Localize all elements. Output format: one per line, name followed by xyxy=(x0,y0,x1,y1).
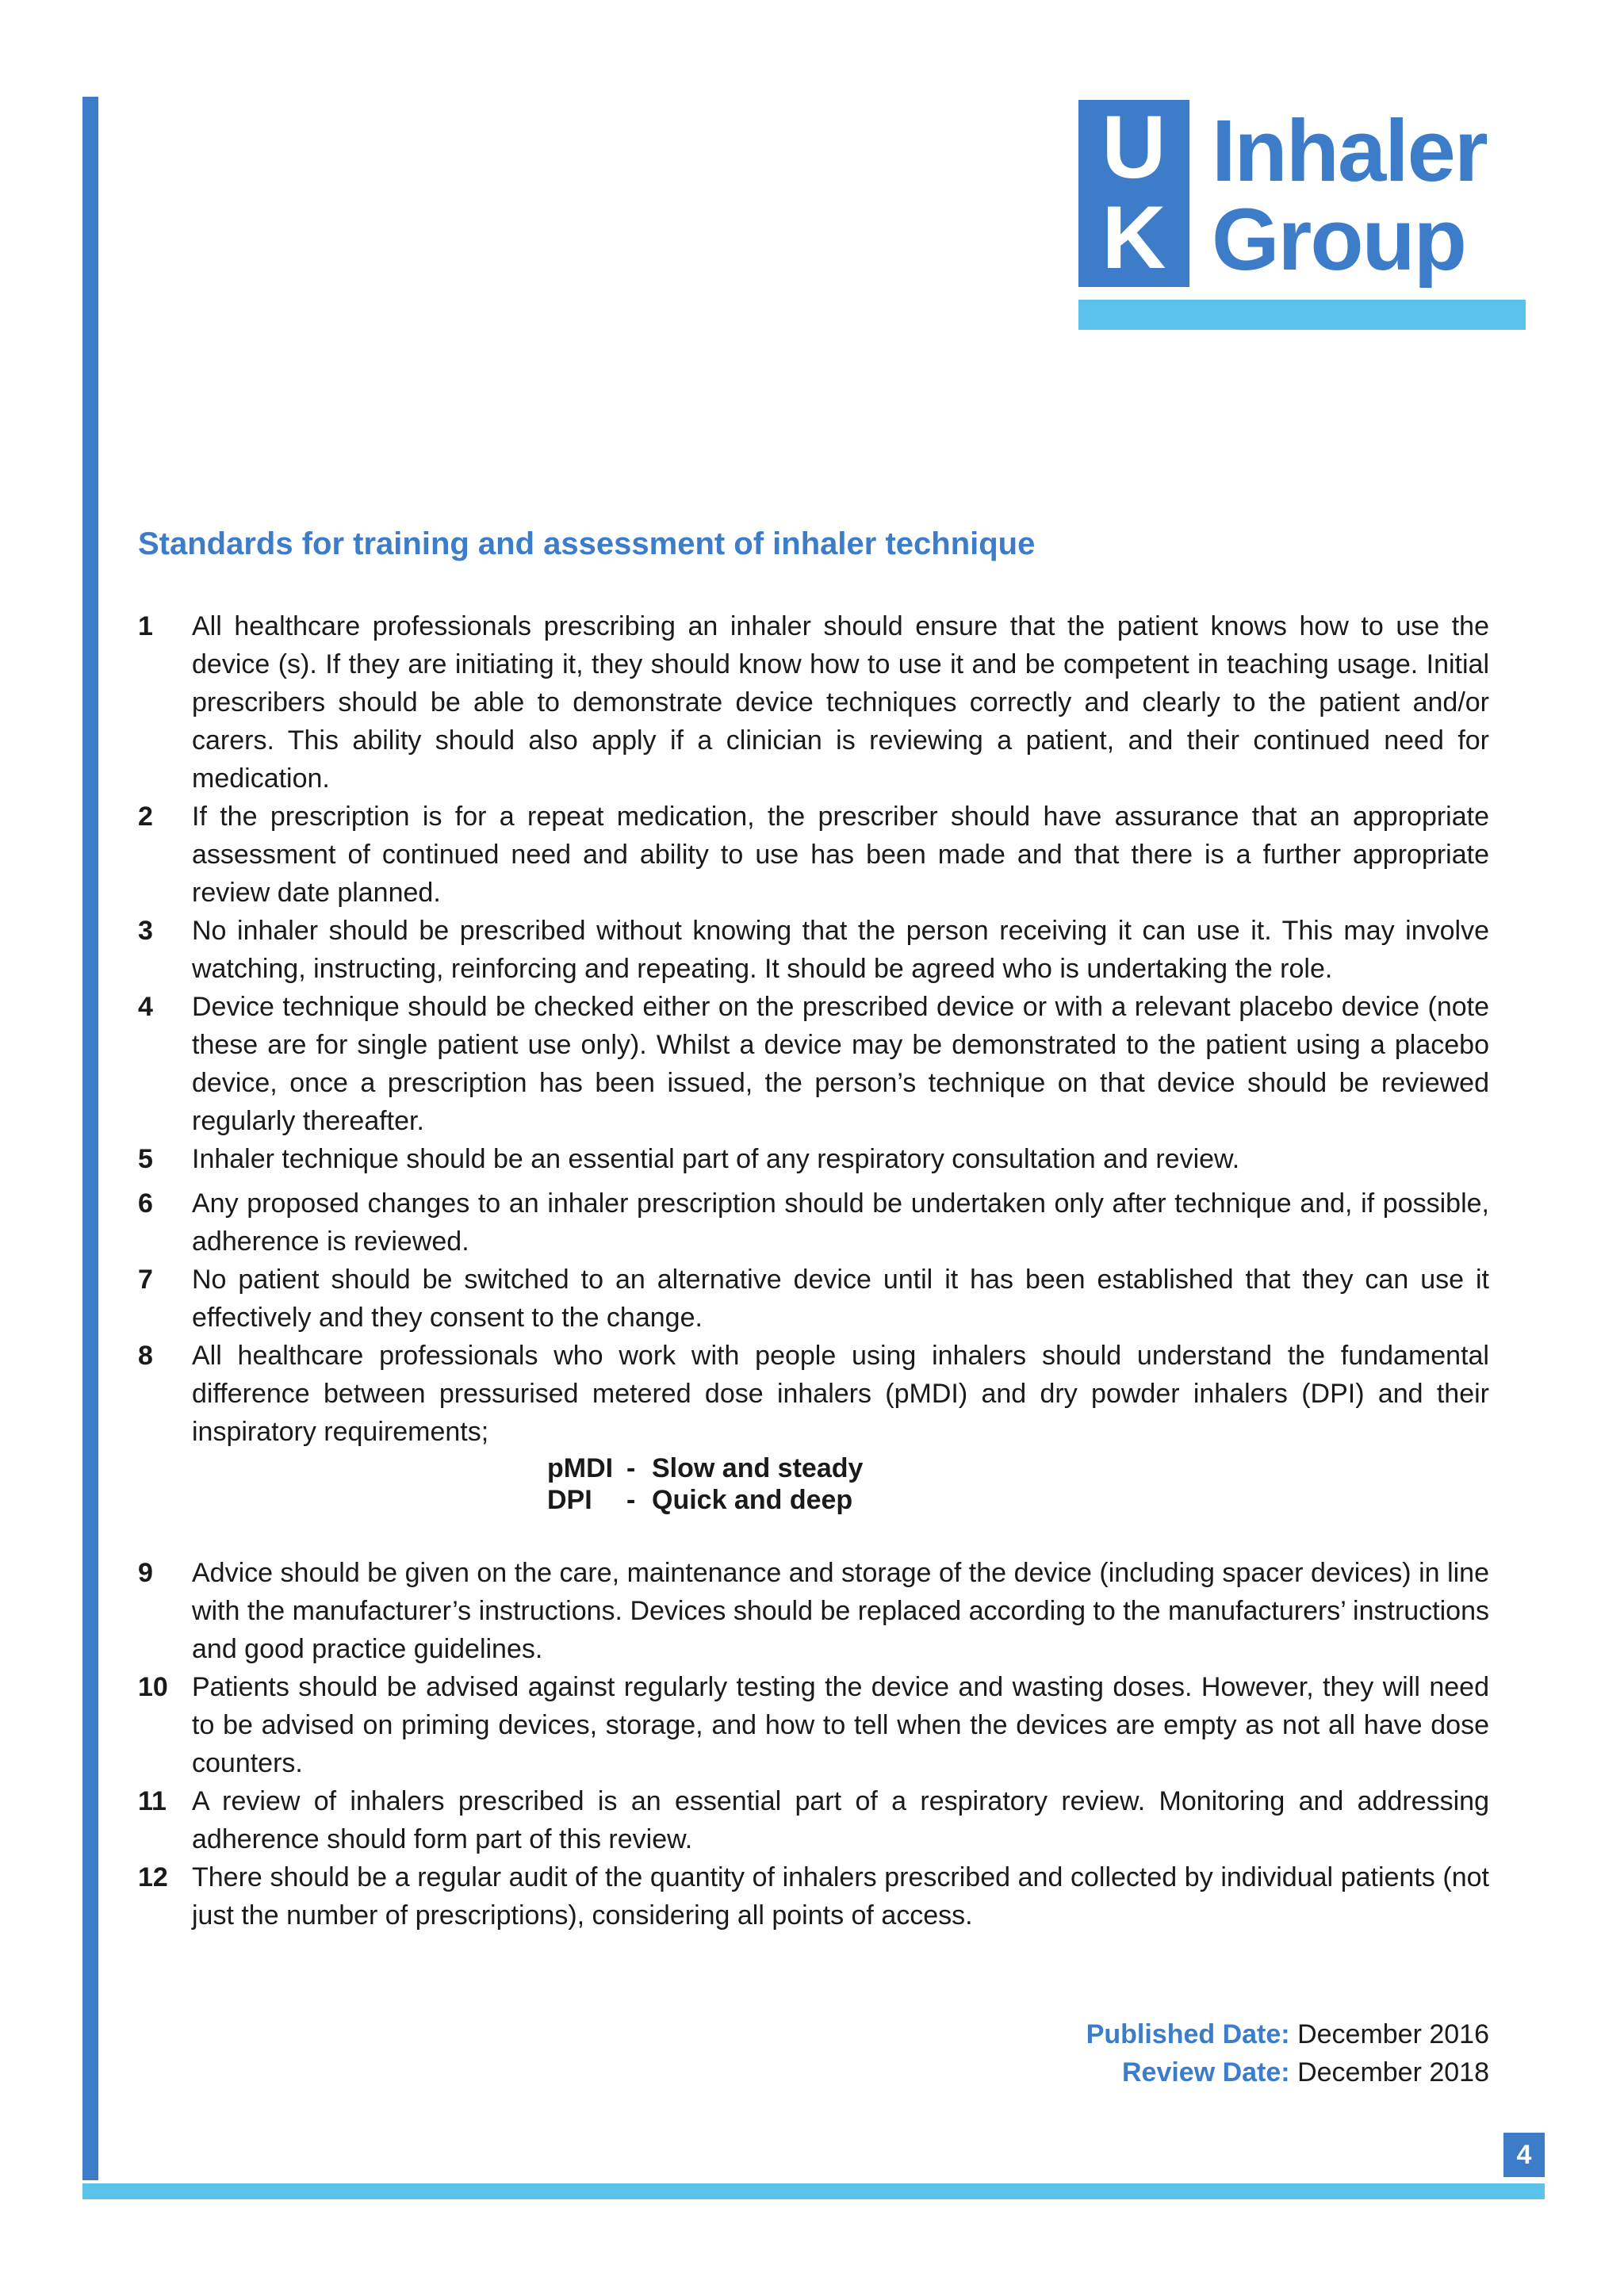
item-number: 4 xyxy=(138,992,153,1022)
item-text: All healthcare professionals who work with people using inhalers should understand the fundamental difference between pressurised metered dose inhalers (pMDI) and dry powder inhalers (DPI) and their inspiratory requirements; xyxy=(192,1341,1489,1447)
device-type-desc: Quick and deep xyxy=(652,1485,853,1515)
review-date-value: December 2018 xyxy=(1297,2057,1489,2087)
page-number: 4 xyxy=(1503,2133,1545,2177)
logo-box xyxy=(1078,100,1189,287)
logo-letter-u: U xyxy=(1101,98,1166,197)
item-text: Inhaler technique should be an essential part of any respiratory consultation and review. xyxy=(192,1144,1240,1174)
logo-stripe xyxy=(1078,300,1526,330)
item-text: Any proposed changes to an inhaler prescription should be undertaken only after technique and, if possible, adherence is reviewed. xyxy=(192,1188,1489,1257)
published-date-row xyxy=(1086,2015,1489,2053)
standard-item-7 xyxy=(138,1261,1489,1337)
standard-item-10 xyxy=(138,1668,1489,1782)
logo-word-group: Group xyxy=(1212,191,1465,289)
item-number: 6 xyxy=(138,1188,153,1219)
standard-item-8 xyxy=(138,1337,1489,1451)
item-text: A review of inhalers prescribed is an essential part of a respiratory review. Monitoring and addressing adherence should form part of this review. xyxy=(192,1786,1489,1854)
item-text: Patients should be advised against regularly testing the device and wasting doses. However, they will need to be advised on priming devices, storage, and how to tell when the devices are empty as not all have dose counters. xyxy=(192,1672,1489,1778)
standard-item-5 xyxy=(138,1140,1489,1178)
item-number: 2 xyxy=(138,802,153,832)
device-type-label: DPI xyxy=(547,1485,592,1515)
item-number: 10 xyxy=(138,1672,168,1702)
item-text: Device technique should be checked either on the prescribed device or with a relevant placebo device (note these are for single patient use only). Whilst a device may be demonstrated to the patient using a placebo device, once a prescription has been issued, the person’s technique on that device should be reviewed regularly thereafter. xyxy=(192,992,1489,1136)
item-text: If the prescription is for a repeat medication, the prescriber should have assurance that an appropriate assessment of continued need and ability to use has been made and that there is a further appropriate review date planned. xyxy=(192,802,1489,908)
bottom-accent-bar xyxy=(82,2183,1545,2199)
review-date-label: Review Date: xyxy=(1121,2057,1290,2087)
standard-item-4 xyxy=(138,988,1489,1140)
device-types-list xyxy=(138,1452,1489,1516)
published-date-label: Published Date: xyxy=(1086,2019,1290,2049)
device-type-dash: - xyxy=(626,1453,636,1483)
item-number: 12 xyxy=(138,1862,168,1892)
published-date-value: December 2016 xyxy=(1297,2019,1489,2049)
item-text: Advice should be given on the care, maintenance and storage of the device (including spacer devices) in line with the manufacturer’s instructions. Devices should be replaced according to the manufacturers’ instructions and good practice guidelines. xyxy=(192,1558,1489,1664)
item-text: No patient should be switched to an alternative device until it has been established that they can use it effectively and they consent to the change. xyxy=(192,1265,1489,1333)
item-number: 11 xyxy=(138,1786,167,1816)
device-type-row-pmdi xyxy=(547,1452,1489,1484)
left-accent-bar xyxy=(82,97,98,2180)
standard-item-2 xyxy=(138,798,1489,912)
item-number: 8 xyxy=(138,1341,153,1371)
device-type-row-dpi xyxy=(547,1484,1489,1516)
standard-item-12 xyxy=(138,1858,1489,1934)
standard-item-6 xyxy=(138,1184,1489,1261)
uk-inhaler-group-logo xyxy=(1078,100,1526,330)
device-type-label: pMDI xyxy=(547,1453,614,1483)
item-number: 5 xyxy=(138,1144,153,1174)
item-number: 7 xyxy=(138,1265,153,1295)
item-number: 1 xyxy=(138,611,153,641)
item-number: 3 xyxy=(138,916,153,946)
review-date-row xyxy=(1086,2053,1489,2091)
logo-word-inhaler: Inhaler xyxy=(1212,102,1487,200)
device-type-dash: - xyxy=(626,1485,636,1515)
page-title: Standards for training and assessment of inhaler technique xyxy=(138,526,1036,561)
standard-item-9 xyxy=(138,1554,1489,1668)
item-text: No inhaler should be prescribed without knowing that the person receiving it can use it. This may involve watching, instructing, reinforcing and repeating. It should be agreed who is undertaking the role. xyxy=(192,916,1489,984)
standard-item-3 xyxy=(138,912,1489,988)
standards-list xyxy=(138,607,1489,1934)
logo-letter-k: K xyxy=(1101,188,1166,287)
item-text: All healthcare professionals prescribing an inhaler should ensure that the patient knows how to use the device (s). If they are initiating it, they should know how to use it and be competent in teaching usage. Initial prescribers should be able to demonstrate device techniques correctly and clearly to the patient and/or carers. This ability should also apply if a clinician is reviewing a patient, and their continued need for medication. xyxy=(192,611,1489,794)
document-dates xyxy=(1086,2015,1489,2091)
item-number: 9 xyxy=(138,1558,153,1588)
item-text: There should be a regular audit of the quantity of inhalers prescribed and collected by individual patients (not just the number of prescriptions), considering all points of access. xyxy=(192,1862,1489,1931)
standard-item-1 xyxy=(138,607,1489,798)
device-type-desc: Slow and steady xyxy=(652,1453,864,1483)
standard-item-11 xyxy=(138,1782,1489,1858)
